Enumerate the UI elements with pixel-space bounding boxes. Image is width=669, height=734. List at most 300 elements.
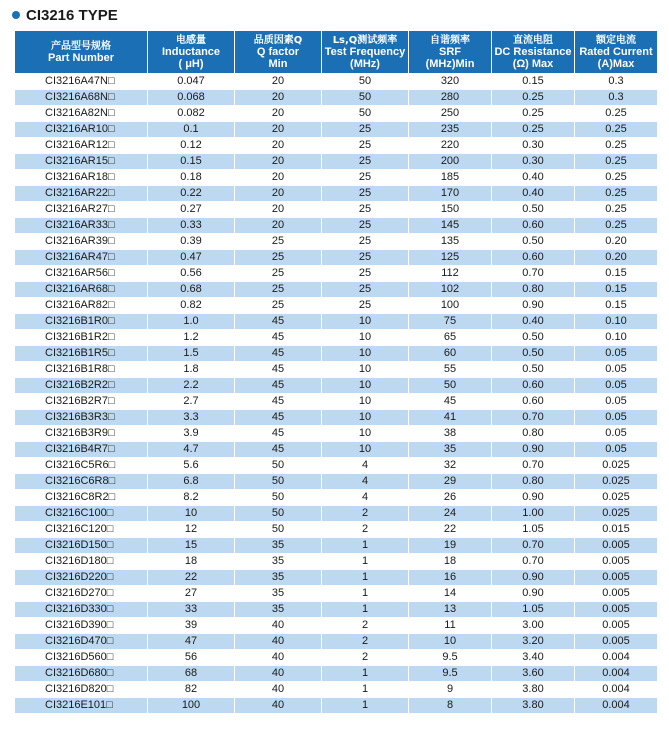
inductance-cell: 0.22 <box>148 186 235 202</box>
inductance-cell: 3.3 <box>148 410 235 426</box>
inductance-cell: 1.5 <box>148 346 235 362</box>
bullet-icon <box>12 11 20 19</box>
part-number-cell: CI3216C100□ <box>15 506 148 522</box>
q-factor-cell: 20 <box>235 122 322 138</box>
table-row <box>15 186 658 202</box>
table-row <box>15 314 658 330</box>
table-row <box>15 378 658 394</box>
q-factor-cell: 45 <box>235 426 322 442</box>
dc-resistance-cell: 0.40 <box>492 186 575 202</box>
q-factor-cell: 25 <box>235 234 322 250</box>
test-frequency-cell: 1 <box>322 554 409 570</box>
rated-current-cell: 0.025 <box>575 458 658 474</box>
table-row <box>15 474 658 490</box>
dc-resistance-cell: 0.70 <box>492 458 575 474</box>
column-header <box>148 31 235 74</box>
rated-current-cell: 0.005 <box>575 538 658 554</box>
table-row <box>15 666 658 682</box>
rated-current-cell: 0.05 <box>575 346 658 362</box>
part-number-cell: CI3216D470□ <box>15 634 148 650</box>
table-row <box>15 522 658 538</box>
dc-resistance-cell: 3.60 <box>492 666 575 682</box>
dc-resistance-cell: 3.80 <box>492 682 575 698</box>
test-frequency-cell: 1 <box>322 602 409 618</box>
table-row <box>15 618 658 634</box>
rated-current-cell: 0.20 <box>575 250 658 266</box>
srf-cell: 235 <box>409 122 492 138</box>
table-row <box>15 698 658 714</box>
rated-current-cell: 0.005 <box>575 618 658 634</box>
part-number-cell: CI3216A68N□ <box>15 90 148 106</box>
rated-current-cell: 0.004 <box>575 682 658 698</box>
srf-cell: 14 <box>409 586 492 602</box>
dc-resistance-cell: 0.90 <box>492 298 575 314</box>
test-frequency-cell: 2 <box>322 522 409 538</box>
rated-current-cell: 0.3 <box>575 74 658 90</box>
rated-current-cell: 0.25 <box>575 202 658 218</box>
dc-resistance-cell: 0.50 <box>492 346 575 362</box>
srf-cell: 65 <box>409 330 492 346</box>
dc-resistance-cell: 0.80 <box>492 282 575 298</box>
part-number-cell: CI3216AR39□ <box>15 234 148 250</box>
part-number-cell: CI3216A47N□ <box>15 74 148 90</box>
test-frequency-cell: 1 <box>322 586 409 602</box>
dc-resistance-cell: 0.90 <box>492 586 575 602</box>
column-header-zh: 直流电阻 <box>513 34 553 46</box>
q-factor-cell: 45 <box>235 442 322 458</box>
inductance-cell: 0.1 <box>148 122 235 138</box>
table-row <box>15 90 658 106</box>
part-number-cell: CI3216D220□ <box>15 570 148 586</box>
table-row <box>15 330 658 346</box>
srf-cell: 13 <box>409 602 492 618</box>
q-factor-cell: 40 <box>235 618 322 634</box>
table-row <box>15 138 658 154</box>
rated-current-cell: 0.05 <box>575 442 658 458</box>
dc-resistance-cell: 0.60 <box>492 394 575 410</box>
inductance-cell: 0.39 <box>148 234 235 250</box>
q-factor-cell: 50 <box>235 490 322 506</box>
srf-cell: 41 <box>409 410 492 426</box>
table-row <box>15 410 658 426</box>
q-factor-cell: 50 <box>235 458 322 474</box>
srf-cell: 26 <box>409 490 492 506</box>
rated-current-cell: 0.25 <box>575 154 658 170</box>
q-factor-cell: 25 <box>235 282 322 298</box>
dc-resistance-cell: 0.70 <box>492 538 575 554</box>
table-row <box>15 442 658 458</box>
q-factor-cell: 45 <box>235 330 322 346</box>
inductance-cell: 2.7 <box>148 394 235 410</box>
inductance-cell: 15 <box>148 538 235 554</box>
inductance-cell: 1.2 <box>148 330 235 346</box>
column-header-en: SRF <box>439 45 461 58</box>
table-row <box>15 538 658 554</box>
column-header-en: (Ω) Max <box>512 57 554 70</box>
srf-cell: 125 <box>409 250 492 266</box>
table-row <box>15 282 658 298</box>
rated-current-cell: 0.25 <box>575 122 658 138</box>
rated-current-cell: 0.005 <box>575 602 658 618</box>
column-header-zh: 品质因素Q <box>253 34 303 46</box>
table-body <box>15 74 658 714</box>
srf-cell: 9.5 <box>409 650 492 666</box>
part-number-cell: CI3216C120□ <box>15 522 148 538</box>
q-factor-cell: 45 <box>235 394 322 410</box>
q-factor-cell: 35 <box>235 538 322 554</box>
test-frequency-cell: 25 <box>322 266 409 282</box>
inductance-cell: 0.047 <box>148 74 235 90</box>
inductance-cell: 0.82 <box>148 298 235 314</box>
test-frequency-cell: 50 <box>322 106 409 122</box>
inductance-cell: 0.56 <box>148 266 235 282</box>
test-frequency-cell: 1 <box>322 570 409 586</box>
q-factor-cell: 40 <box>235 666 322 682</box>
table-row <box>15 506 658 522</box>
column-header-zh: 产品型号规格 <box>51 40 111 52</box>
table-row <box>15 602 658 618</box>
test-frequency-cell: 25 <box>322 234 409 250</box>
part-number-cell: CI3216AR18□ <box>15 170 148 186</box>
part-number-cell: CI3216B1R5□ <box>15 346 148 362</box>
srf-cell: 35 <box>409 442 492 458</box>
test-frequency-cell: 25 <box>322 218 409 234</box>
dc-resistance-cell: 0.50 <box>492 234 575 250</box>
test-frequency-cell: 10 <box>322 410 409 426</box>
inductance-cell: 33 <box>148 602 235 618</box>
srf-cell: 200 <box>409 154 492 170</box>
test-frequency-cell: 10 <box>322 330 409 346</box>
column-header <box>575 31 658 74</box>
q-factor-cell: 50 <box>235 506 322 522</box>
dc-resistance-cell: 0.25 <box>492 106 575 122</box>
dc-resistance-cell: 0.50 <box>492 202 575 218</box>
test-frequency-cell: 10 <box>322 314 409 330</box>
q-factor-cell: 25 <box>235 266 322 282</box>
dc-resistance-cell: 0.40 <box>492 314 575 330</box>
q-factor-cell: 20 <box>235 74 322 90</box>
test-frequency-cell: 1 <box>322 538 409 554</box>
rated-current-cell: 0.025 <box>575 474 658 490</box>
test-frequency-cell: 2 <box>322 634 409 650</box>
column-header <box>15 31 148 74</box>
part-number-cell: CI3216D680□ <box>15 666 148 682</box>
dc-resistance-cell: 0.25 <box>492 90 575 106</box>
inductance-cell: 6.8 <box>148 474 235 490</box>
table-row <box>15 362 658 378</box>
dc-resistance-cell: 0.90 <box>492 490 575 506</box>
section-title <box>12 4 118 26</box>
inductance-cell: 82 <box>148 682 235 698</box>
dc-resistance-cell: 1.05 <box>492 522 575 538</box>
table-row <box>15 106 658 122</box>
srf-cell: 38 <box>409 426 492 442</box>
rated-current-cell: 0.25 <box>575 186 658 202</box>
part-number-cell: CI3216D390□ <box>15 618 148 634</box>
dc-resistance-cell: 0.25 <box>492 122 575 138</box>
part-number-cell: CI3216B3R9□ <box>15 426 148 442</box>
inductance-cell: 68 <box>148 666 235 682</box>
table-row <box>15 634 658 650</box>
part-number-cell: CI3216AR15□ <box>15 154 148 170</box>
rated-current-cell: 0.004 <box>575 666 658 682</box>
page-title: CI3216 TYPE <box>26 6 118 24</box>
column-header-en: ( μH) <box>178 57 204 70</box>
dc-resistance-cell: 0.30 <box>492 138 575 154</box>
table-row <box>15 682 658 698</box>
q-factor-cell: 40 <box>235 634 322 650</box>
srf-cell: 24 <box>409 506 492 522</box>
srf-cell: 150 <box>409 202 492 218</box>
table-row <box>15 490 658 506</box>
rated-current-cell: 0.005 <box>575 586 658 602</box>
column-header-en: Min <box>268 57 288 70</box>
part-number-cell: CI3216A82N□ <box>15 106 148 122</box>
table-row <box>15 74 658 90</box>
rated-current-cell: 0.15 <box>575 282 658 298</box>
srf-cell: 19 <box>409 538 492 554</box>
dc-resistance-cell: 3.40 <box>492 650 575 666</box>
test-frequency-cell: 25 <box>322 122 409 138</box>
test-frequency-cell: 25 <box>322 298 409 314</box>
q-factor-cell: 45 <box>235 378 322 394</box>
srf-cell: 320 <box>409 74 492 90</box>
inductance-cell: 0.15 <box>148 154 235 170</box>
table-row <box>15 554 658 570</box>
srf-cell: 250 <box>409 106 492 122</box>
dc-resistance-cell: 0.40 <box>492 170 575 186</box>
test-frequency-cell: 2 <box>322 618 409 634</box>
rated-current-cell: 0.25 <box>575 138 658 154</box>
rated-current-cell: 0.005 <box>575 634 658 650</box>
rated-current-cell: 0.025 <box>575 506 658 522</box>
q-factor-cell: 45 <box>235 314 322 330</box>
srf-cell: 16 <box>409 570 492 586</box>
rated-current-cell: 0.025 <box>575 490 658 506</box>
rated-current-cell: 0.05 <box>575 362 658 378</box>
test-frequency-cell: 2 <box>322 650 409 666</box>
table-row <box>15 154 658 170</box>
table-row <box>15 266 658 282</box>
q-factor-cell: 25 <box>235 250 322 266</box>
test-frequency-cell: 10 <box>322 426 409 442</box>
dc-resistance-cell: 3.00 <box>492 618 575 634</box>
part-number-cell: CI3216AR33□ <box>15 218 148 234</box>
srf-cell: 9.5 <box>409 666 492 682</box>
rated-current-cell: 0.05 <box>575 378 658 394</box>
q-factor-cell: 40 <box>235 650 322 666</box>
test-frequency-cell: 1 <box>322 698 409 714</box>
q-factor-cell: 35 <box>235 570 322 586</box>
test-frequency-cell: 25 <box>322 170 409 186</box>
part-number-cell: CI3216AR82□ <box>15 298 148 314</box>
rated-current-cell: 0.25 <box>575 106 658 122</box>
q-factor-cell: 45 <box>235 410 322 426</box>
q-factor-cell: 45 <box>235 346 322 362</box>
q-factor-cell: 20 <box>235 154 322 170</box>
table-row <box>15 218 658 234</box>
dc-resistance-cell: 0.90 <box>492 570 575 586</box>
dc-resistance-cell: 0.60 <box>492 378 575 394</box>
part-number-cell: CI3216D180□ <box>15 554 148 570</box>
test-frequency-cell: 10 <box>322 346 409 362</box>
test-frequency-cell: 4 <box>322 490 409 506</box>
inductance-cell: 0.18 <box>148 170 235 186</box>
inductance-cell: 100 <box>148 698 235 714</box>
table-row <box>15 234 658 250</box>
column-header-zh: 电感量 <box>176 34 206 46</box>
part-number-cell: CI3216C6R8□ <box>15 474 148 490</box>
test-frequency-cell: 25 <box>322 154 409 170</box>
column-header-en: Q factor <box>256 45 300 58</box>
part-number-cell: CI3216D270□ <box>15 586 148 602</box>
test-frequency-cell: 10 <box>322 378 409 394</box>
srf-cell: 220 <box>409 138 492 154</box>
part-number-cell: CI3216D820□ <box>15 682 148 698</box>
dc-resistance-cell: 1.05 <box>492 602 575 618</box>
inductance-cell: 2.2 <box>148 378 235 394</box>
srf-cell: 11 <box>409 618 492 634</box>
dc-resistance-cell: 0.80 <box>492 474 575 490</box>
column-header-zh: Ls,Q测试频率 <box>332 34 398 46</box>
test-frequency-cell: 2 <box>322 506 409 522</box>
q-factor-cell: 20 <box>235 138 322 154</box>
srf-cell: 100 <box>409 298 492 314</box>
srf-cell: 32 <box>409 458 492 474</box>
rated-current-cell: 0.004 <box>575 698 658 714</box>
part-number-cell: CI3216D330□ <box>15 602 148 618</box>
dc-resistance-cell: 0.30 <box>492 154 575 170</box>
rated-current-cell: 0.10 <box>575 314 658 330</box>
srf-cell: 280 <box>409 90 492 106</box>
q-factor-cell: 35 <box>235 602 322 618</box>
rated-current-cell: 0.15 <box>575 266 658 282</box>
part-number-cell: CI3216D560□ <box>15 650 148 666</box>
dc-resistance-cell: 0.50 <box>492 330 575 346</box>
part-number-cell: CI3216D150□ <box>15 538 148 554</box>
inductance-cell: 1.8 <box>148 362 235 378</box>
test-frequency-cell: 25 <box>322 186 409 202</box>
table-row <box>15 426 658 442</box>
column-header <box>322 31 409 74</box>
dc-resistance-cell: 0.90 <box>492 442 575 458</box>
srf-cell: 50 <box>409 378 492 394</box>
inductance-cell: 0.33 <box>148 218 235 234</box>
srf-cell: 45 <box>409 394 492 410</box>
q-factor-cell: 20 <box>235 170 322 186</box>
table-header <box>15 31 658 74</box>
dc-resistance-cell: 3.20 <box>492 634 575 650</box>
dc-resistance-cell: 0.60 <box>492 218 575 234</box>
dc-resistance-cell: 3.80 <box>492 698 575 714</box>
column-header-en: (A)Max <box>597 57 635 70</box>
q-factor-cell: 20 <box>235 202 322 218</box>
column-header-en: Inductance <box>161 45 221 58</box>
table-row <box>15 170 658 186</box>
part-number-cell: CI3216B2R2□ <box>15 378 148 394</box>
srf-cell: 29 <box>409 474 492 490</box>
test-frequency-cell: 1 <box>322 666 409 682</box>
dc-resistance-cell: 0.80 <box>492 426 575 442</box>
srf-cell: 22 <box>409 522 492 538</box>
table-row <box>15 570 658 586</box>
column-header-en: (MHz)Min <box>425 57 475 70</box>
q-factor-cell: 50 <box>235 474 322 490</box>
column-header-en: Test Frequency <box>324 45 406 58</box>
table-row <box>15 250 658 266</box>
q-factor-cell: 45 <box>235 362 322 378</box>
column-header-zh: 额定电流 <box>596 34 636 46</box>
test-frequency-cell: 1 <box>322 682 409 698</box>
test-frequency-cell: 25 <box>322 250 409 266</box>
q-factor-cell: 20 <box>235 218 322 234</box>
inductance-cell: 39 <box>148 618 235 634</box>
inductance-cell: 5.6 <box>148 458 235 474</box>
srf-cell: 10 <box>409 634 492 650</box>
inductance-cell: 27 <box>148 586 235 602</box>
column-header <box>492 31 575 74</box>
part-number-cell: CI3216AR68□ <box>15 282 148 298</box>
q-factor-cell: 40 <box>235 682 322 698</box>
table-row <box>15 458 658 474</box>
inductance-cell: 0.68 <box>148 282 235 298</box>
dc-resistance-cell: 0.70 <box>492 266 575 282</box>
part-number-cell: CI3216B1R8□ <box>15 362 148 378</box>
srf-cell: 145 <box>409 218 492 234</box>
q-factor-cell: 35 <box>235 586 322 602</box>
part-number-cell: CI3216E101□ <box>15 698 148 714</box>
column-header <box>235 31 322 74</box>
test-frequency-cell: 50 <box>322 74 409 90</box>
table-row <box>15 346 658 362</box>
rated-current-cell: 0.015 <box>575 522 658 538</box>
test-frequency-cell: 10 <box>322 394 409 410</box>
q-factor-cell: 25 <box>235 298 322 314</box>
dc-resistance-cell: 0.50 <box>492 362 575 378</box>
inductance-cell: 0.082 <box>148 106 235 122</box>
dc-resistance-cell: 0.60 <box>492 250 575 266</box>
table-row <box>15 394 658 410</box>
q-factor-cell: 20 <box>235 106 322 122</box>
part-number-cell: CI3216AR47□ <box>15 250 148 266</box>
srf-cell: 60 <box>409 346 492 362</box>
srf-cell: 112 <box>409 266 492 282</box>
table-row <box>15 202 658 218</box>
column-header-en: DC Resistance <box>494 45 572 58</box>
srf-cell: 8 <box>409 698 492 714</box>
srf-cell: 18 <box>409 554 492 570</box>
part-number-cell: CI3216C5R6□ <box>15 458 148 474</box>
part-number-cell: CI3216AR22□ <box>15 186 148 202</box>
inductance-cell: 8.2 <box>148 490 235 506</box>
rated-current-cell: 0.004 <box>575 650 658 666</box>
inductance-cell: 0.12 <box>148 138 235 154</box>
part-number-cell: CI3216B1R2□ <box>15 330 148 346</box>
inductance-cell: 22 <box>148 570 235 586</box>
srf-cell: 170 <box>409 186 492 202</box>
rated-current-cell: 0.25 <box>575 170 658 186</box>
part-number-cell: CI3216B3R3□ <box>15 410 148 426</box>
inductance-cell: 47 <box>148 634 235 650</box>
column-header-en: (MHz) <box>350 57 380 70</box>
rated-current-cell: 0.15 <box>575 298 658 314</box>
srf-cell: 75 <box>409 314 492 330</box>
part-number-cell: CI3216B2R7□ <box>15 394 148 410</box>
test-frequency-cell: 4 <box>322 458 409 474</box>
table-row <box>15 650 658 666</box>
part-number-cell: CI3216AR56□ <box>15 266 148 282</box>
table-row <box>15 586 658 602</box>
